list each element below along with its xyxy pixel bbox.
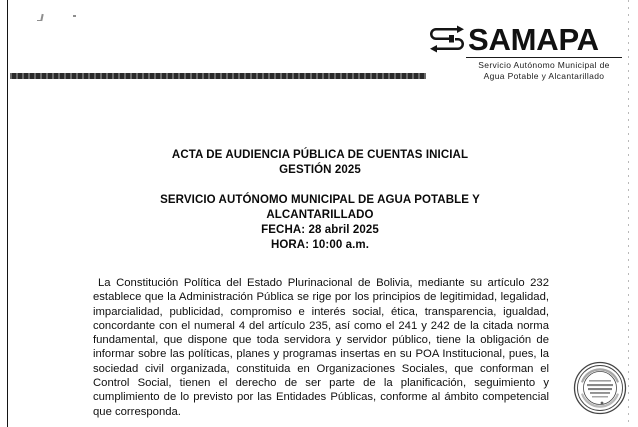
letterhead — [428, 22, 624, 81]
title-gestion: GESTIÓN 2025 — [279, 164, 361, 176]
brand-name: SAMAPA — [468, 21, 599, 57]
title-entity-line-1: SERVICIO AUTÓNOMO MUNICIPAL DE AGUA POTABLE Y — [160, 194, 480, 206]
title-hora: HORA: 10:00 a.m. — [270, 239, 370, 251]
scan-dark-band-artifact — [10, 73, 426, 79]
scan-edge-left-artifact — [7, 0, 8, 427]
scan-speck-artifact — [73, 15, 76, 17]
notary-round-stamp-icon — [572, 360, 628, 416]
tagline-line-1: Servicio Autónomo Municipal de — [478, 60, 610, 70]
document-body — [93, 276, 549, 419]
samapa-circular-arrows-s-icon — [428, 24, 466, 54]
body-paragraph-1: La Constitución Política del Estado Plurinacional de Bolivia, mediante su artículo 232 establece que la Administración Pública se rige por los principios de legitimidad, legalidad, imparcialidad, publicidad, compromiso e interés social, ética, transparencia, igualdad, concordante con el numeral 4 del artículo 235, así como el 241 y 242 de la citada norma fundamental, que dispone que toda servidora y servidor público, tiene la obligación de informar sobre las políticas, planes y programas insertas en su POA Institucional, pues, la sociedad civil organizada, constituida en Organizaciones Sociales, que conforman el Control Social, tienen el derecho de ser parte de la planificación, seguimiento y cumplimiento de lo previsto por las Entidades Públicas, conforme al ámbito competencial que corresponda. — [93, 277, 549, 418]
title-acta: ACTA DE AUDIENCIA PÚBLICA DE CUENTAS INICIAL — [171, 149, 469, 161]
title-spacer — [94, 178, 546, 193]
scan-speck-artifact — [37, 20, 41, 21]
title-fecha: FECHA: 28 abril 2025 — [261, 224, 379, 236]
scan-edge-right-artifact — [628, 0, 629, 427]
document-title-block — [94, 148, 546, 253]
title-entity-line-2: ALCANTARILLADO — [266, 209, 374, 221]
letterhead-tagline — [466, 58, 622, 81]
tagline-line-2: Agua Potable y Alcantarillado — [483, 70, 605, 81]
brand-row — [428, 22, 624, 56]
